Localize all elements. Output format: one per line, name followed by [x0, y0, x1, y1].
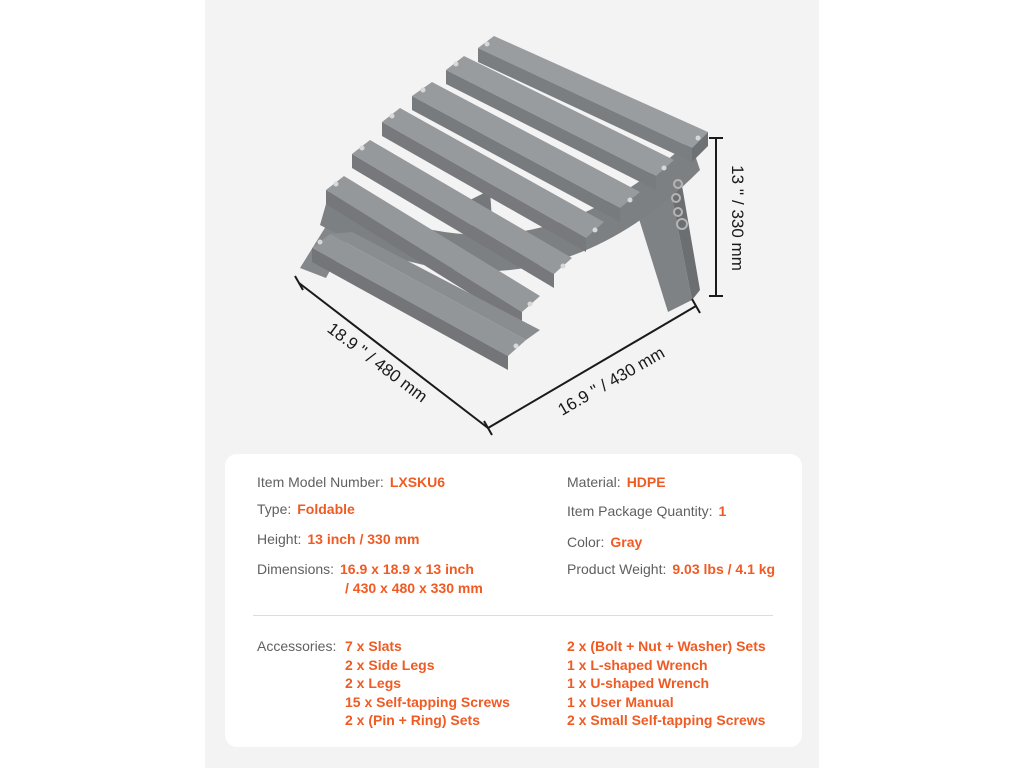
- spec-color: Color: Gray: [567, 534, 643, 550]
- spec-material: Material: HDPE: [567, 474, 666, 490]
- accessory-left-5: 2 x (Pin + Ring) Sets: [345, 712, 480, 728]
- accessory-right-3: 1 x U-shaped Wrench: [567, 675, 710, 691]
- accessory-right-4: 1 x User Manual: [567, 693, 674, 710]
- accessory-left-3: 2 x Legs: [345, 675, 402, 691]
- accessory-left-2: 2 x Side Legs: [345, 656, 435, 673]
- length-dimension-label: 18.9 '' / 480 mm: [323, 318, 431, 407]
- spec-dimensions-value-2: / 430 x 480 x 330 mm: [345, 580, 483, 596]
- spec-quantity: Item Package Quantity: 1: [567, 503, 727, 519]
- accessory-left-4: 15 x Self-tapping Screws: [345, 693, 510, 710]
- height-dimension-label: 13 '' / 330 mm: [728, 165, 747, 271]
- spec-model: Item Model Number: LXSKU6: [257, 474, 446, 490]
- accessory-right-5: 2 x Small Self-tapping Screws: [567, 712, 766, 728]
- spec-card: [225, 454, 802, 747]
- spec-height: Height: 13 inch / 330 mm: [257, 531, 420, 547]
- accessory-right-2: 1 x L-shaped Wrench: [567, 656, 708, 673]
- spec-dimensions-value-1: 16.9 x 18.9 x 13 inch: [340, 561, 474, 577]
- accessories-label: Accessories:: [257, 638, 337, 654]
- spec-type: Type: Foldable: [257, 501, 355, 517]
- spec-dimensions-label: Dimensions:: [257, 561, 335, 577]
- width-dimension-label: 16.9 '' / 430 mm: [554, 343, 668, 420]
- spec-weight: Product Weight: 9.03 lbs / 4.1 kg: [567, 561, 776, 577]
- accessory-left-1: 7 x Slats: [345, 638, 402, 654]
- accessory-right-1: 2 x (Bolt + Nut + Washer) Sets: [567, 638, 766, 654]
- divider: [253, 615, 773, 616]
